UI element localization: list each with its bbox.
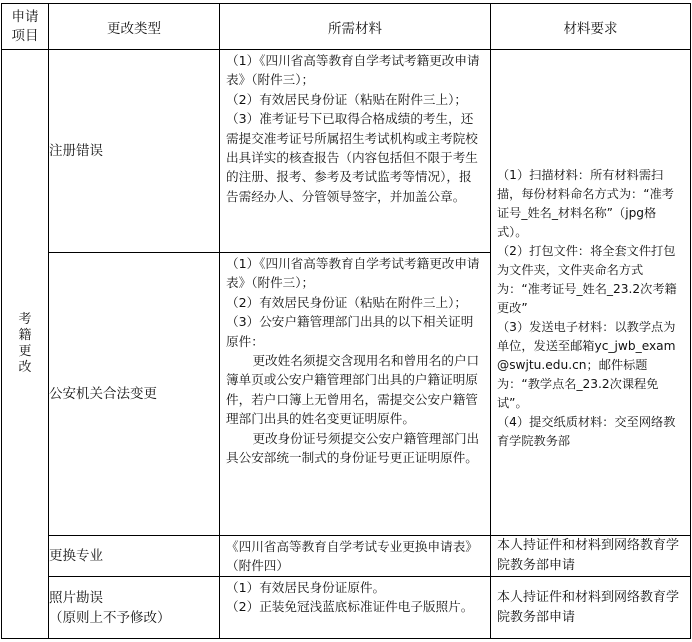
requirement-cell: [491, 536, 691, 577]
header-apply-item-text: 申请项目: [11, 8, 39, 44]
requirement-text: 本人持证件和材料到网络教育学院教务部申请: [497, 589, 680, 625]
category-cell: [2, 50, 49, 639]
materials-text: [220, 50, 490, 206]
materials-cell: [220, 50, 491, 253]
requirement-item: （4）提交纸质材料：交至网络教育学院教务部: [497, 415, 676, 448]
header-materials: 所需材料: [220, 4, 491, 50]
category-label: 考籍更改: [18, 312, 32, 375]
change-type-label: 照片勘误: [49, 589, 103, 606]
requirement-item: （1）扫描材料：所有材料需扫描，每份材料命名方式为：“准考证号_姓名_材料名称”（jpg格式）。: [497, 168, 674, 239]
material-sub-item: 更改姓名须提交含现用名和曾用名的户口簿单页或公安户籍管理部门出具的户籍证明原件，若户口簿上无曾用名，需提交公安户籍管理部门出具的姓名变更证明原件。: [226, 353, 480, 427]
materials-cell: [220, 577, 491, 639]
materials-cell: [220, 253, 491, 536]
shared-requirements-text: [491, 134, 690, 451]
change-type-cell: [49, 536, 220, 577]
materials-text: [220, 253, 490, 467]
material-item: （1）《四川省高等教育自学考试考籍更改申请表》（附件三）；: [226, 53, 480, 88]
table-row: [2, 536, 691, 577]
table-row: [2, 50, 691, 253]
materials-text: [220, 577, 490, 617]
requirement-cell: [491, 577, 691, 639]
table-row: [2, 577, 691, 639]
material-item: （1）有效居民身份证原件。: [226, 580, 386, 595]
header-apply-item: [2, 4, 49, 50]
requirement-item: （2）打包文件：将全套文件打包为文件夹，文件夹命名方式为：“准考证号_姓名_23.2次考籍更改”: [497, 244, 677, 315]
material-item: （3）公安户籍管理部门出具的以下相关证明原件：: [226, 314, 474, 349]
material-item: （2）正装免冠浅蓝底标准证件电子版照片。: [226, 599, 474, 615]
change-type-cell: [49, 50, 220, 253]
change-type-cell: [49, 577, 220, 639]
material-item: （2）有效居民身份证（粘贴在附件三上）；: [226, 294, 467, 310]
requirement-item: （3）发送电子材料：以教学点为单位，发送至邮箱yc_jwb_exam@swjtu.edu.cn；邮件标题为：“教学点名_23.2次课程免试”。: [497, 320, 676, 410]
material-item: （2）有效居民身份证（粘贴在附件三上）；: [226, 91, 467, 107]
material-item: 《四川省高等教育自学考试专业更换申请表》（附件四）: [226, 539, 478, 574]
change-type-label: 注册错误: [49, 143, 103, 159]
shared-requirements-cell: [491, 50, 691, 536]
material-item: （1）《四川省高等教育自学考试考籍更改申请表》（附件三）；: [226, 256, 480, 291]
change-type-cell: [49, 253, 220, 536]
header-change-type: 更改类型: [49, 4, 220, 50]
material-sub-item: 更改身份证号须提交公安户籍管理部门出具公安部统一制式的身份证号更正证明原件。: [226, 430, 480, 466]
change-application-table: [1, 3, 691, 639]
change-type-label: 更换专业: [49, 548, 103, 564]
materials-text: [220, 536, 490, 576]
requirement-text: 本人持证件和材料到网络教育学院教务部申请: [497, 538, 680, 573]
change-type-note: （原则上不予修改）: [49, 609, 171, 626]
material-item: （3）准考证号下已取得合格成绩的考生，还需提交准考证号所属招生考试机构或主考院校出具详实的核查报告（内容包括但不限于考生的注册、报考、参考及考试监考等情况），报告需经办人、分管领导签字，并加盖公章。: [226, 111, 478, 204]
header-row: [2, 4, 691, 50]
header-requirements: 材料要求: [491, 4, 691, 50]
materials-cell: [220, 536, 491, 577]
change-type-label: 公安机关合法变更: [49, 386, 157, 402]
